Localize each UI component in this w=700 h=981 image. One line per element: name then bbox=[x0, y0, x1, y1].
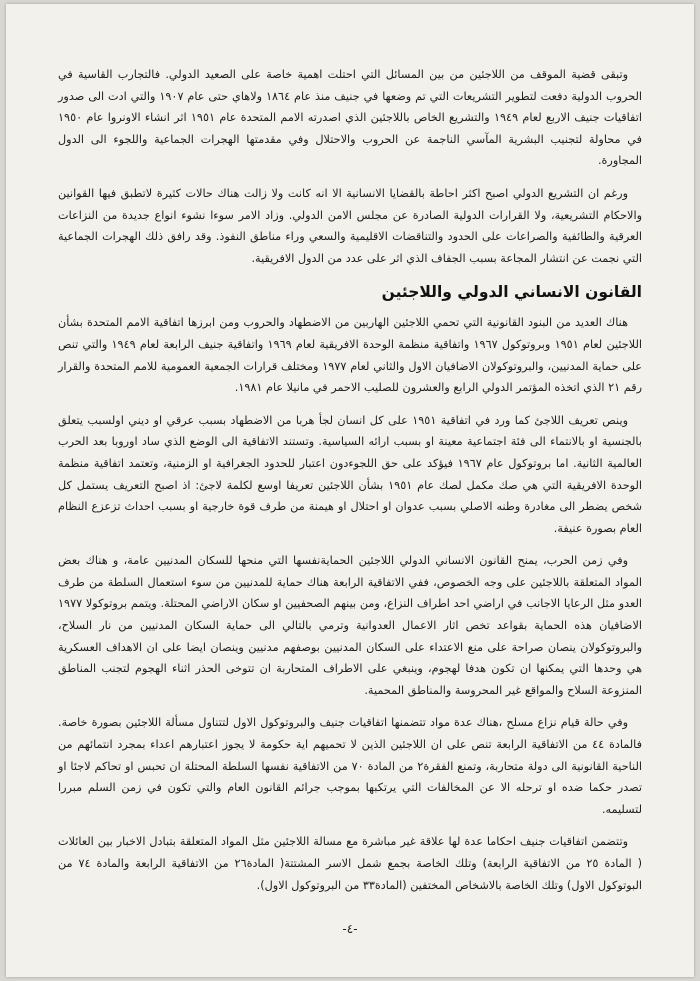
section-paragraph-5: وتتضمن اتفاقيات جنيف احكاما عدة لها علاقة غير مباشرة مع مسالة اللاجئين مثل المواد المتعلقة بتبادل الاخبار بين العائلات ( المادة ٢٥ من الاتفاقية الرابعة) وتلك الخاصة بجمع شمل الاسر المشتتة( المادة٢٦ من الاتفاقية الرابعة والمادة ٧٤ من البوتوكول الاول) وتلك الخاصة بالاشخاص المختفين (المادة٣٣ من البروتوكول الاول). bbox=[58, 835, 642, 892]
intro-paragraph-1: وتبقى قضية الموقف من اللاجئين من بين المسائل التي احتلت اهمية خاصة على الصعيد الدولي. فالتجارب القاسية في الحروب الدولية دفعت لتطوير التشريعات التي تم وضعها في جنيف منذ عام ١٨٦٤ ولاهاي حتى عام ١٩٠٧ والتي ادت الى صدور اتفاقيات جنيف الاربع لعام ١٩٤٩ والتشريع الخاص باللاجئين الذي اصدرته الامم المتحدة عام ١٩٥١ اثر انشاء الاونروا عام ١٩٥٠ في محاولة لتجنيب البشرية المآسي الناجمة عن الحروب والاحتلال وفي مقدمتها الهجرات الجماعية واللجوء الى الدول المجاورة. bbox=[58, 68, 642, 168]
document-page bbox=[6, 4, 694, 977]
page-content bbox=[58, 64, 642, 907]
section-paragraph-2: وينص تعريف اللاجئ كما ورد في اتفاقية ١٩٥١ على كل انسان لجأ هربا من الاضطهاد بسبب عرقي او ديني اولسبب يتعلق بالجنسية او بالانتماء الى فئة اجتماعية معينة او بسبب ارائه السياسية. وتستند الاتفاقية الى الوضع الذي ساد اوروبا بعد الحرب العالمية الثانية. اما بروتوكول عام ١٩٦٧ فيؤكد على حق اللجوءدون اعتبار للحدود الجغرافية او الزمنية، وتعتمد اتفاقية منظمة الوحدة الافريقية التي هي صك مكمل لصك عام ١٩٥١ بشأن اللاجئين تعريفا اوسع لكلمة لاجئ: اذ اصبح التعريف يستمل كل شخص يضطر الى مغادرة وطنه الاصلي بسبب عدوان او احتلال او هيمنة من طرف قوة خارجية او بسبب احداث تزعزع النظام العام بصورة عنيفة. bbox=[58, 413, 643, 535]
section-paragraph-3: وفي زمن الحرب، يمنح القانون الانساني الدولي اللاجئين الحمايةنفسها التي منحها للسكان المدنيين عامة، و هناك بعض المواد المتعلقة باللاجئين على وجه الخصوص، ففي الاتفاقية الرابعة هناك حماية للمدنيين من سوء استعمال السلطة من طرف العدو مثل الرعايا الاجانب في اراضي احد اطراف النزاع، ومن بينهم الصحفيين او سكان الاراضي المحتلة. ويتمم بروتوكولا ١٩٧٧ الاضافيان هذه الحماية بقواعد تخص اثار الاعمال العدوانية وترمي بالتالي الى حماية السكان المدنيين من نار السلاح، والبروتوكولان ينصان صراحة على منع الاعتداء على السكان المدنيين بوصفهم مدنيين وينصان ايضا على ان الاهداف العسكرية هي وحدها التي يمكنها ان تكون هدفا لهجوم، وينبغي على الاطراف المتحاربة ان تتوخى الحذر اثناء الهجوم لتجنب المناطق المنزوعة السلاح والمواقع غير المحروسة والمناطق المحمية. bbox=[58, 554, 642, 697]
section-paragraph-1: هناك العديد من البنود القانونية التي تحمي اللاجئين الهاربين من الاضطهاد والحروب ومن ابرزها اتفاقية الامم المتحدة بشأن اللاجئين لعام ١٩٥١ وبروتوكول ١٩٦٧ واتفاقية منظمة الوحدة الافريقية لعام ١٩٦٩ واتفاقية جنيف الرابعة لعام ١٩٤٩ والتي تنص على حماية المدنيين، والبروتوكولان الاضافيان الاول والثاني لعام ١٩٧٧ ومختلف قرارات الجمعية العمومية للامم المتحدة والقرار رقم ٢١ الذي اتخذه المؤتمر الدولي الرابع والعشرون للصليب الاحمر في مانيلا عام ١٩٨١. bbox=[58, 316, 642, 395]
section-heading: القانون الانساني الدولي واللاجئين bbox=[381, 283, 642, 302]
page-number: -٤- bbox=[342, 922, 358, 936]
intro-paragraph-2: ورغم ان التشريع الدولي اصبح اكثر احاطة بالقضايا الانسانية الا انه كانت ولا زالت هناك حالات كثيرة لاتطبق فيها القوانين والاحكام التشريعية، ولا القرارات الدولية الصادرة عن مجلس الامن الدولي. وزاد الامر سوءا نشوء انواع جديدة من النزاعات العرقية والطائفية والصراعات على الحدود والتناقضات الاقليمية والسعي وراء مناطق النفوذ. وقد رافق ذلك الهجرات الجماعية التي نجمت عن انتشار المجاعة بسبب الجفاف الذي اثر على عدد من الدول الافريقية. bbox=[58, 186, 642, 265]
section-paragraph-4: وفي حالة قيام نزاع مسلح ،هناك عدة مواد تتضمنها اتفاقيات جنيف والبروتوكول الاول لتتناول مسألة اللاجئين بصورة خاصة. فالمادة ٤٤ من الاتفاقية الرابعة تنص على ان اللاجئين الذين لا تحميهم اية حكومة لا يجوز اعتبارهم اعداء بمجرد انتمائهم من الناحية القانونية الى دولة متحاربة، وتمنع الفقرة٢ من المادة ٧٠ من الاتفاقية نفسها السلطة المحتلة ان تحبس او تحاكم لاجئا او تصدر حكما ضده او ترحله الا عن المخالفات التي يرتكبها بموجب جرائم القانون العام والتي تكون في زمن السلم مبررا لتسليمه. bbox=[58, 716, 642, 816]
